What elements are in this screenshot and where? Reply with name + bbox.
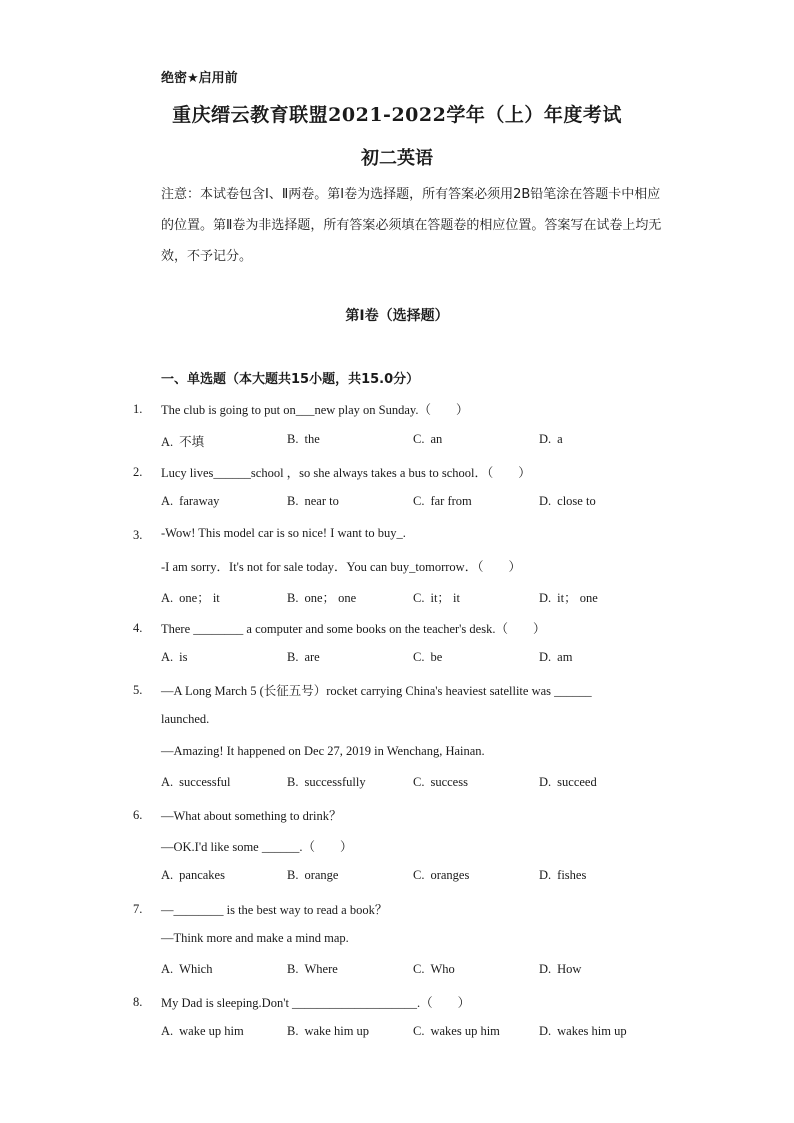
option-d: D. wakes him up [539, 1024, 627, 1038]
option-d: D. succeed [539, 775, 597, 789]
option-c: C. success [413, 775, 468, 789]
option-b: B. near to [287, 494, 339, 508]
option-a: A. faraway [161, 494, 220, 508]
option-c: C. an [413, 432, 443, 446]
question-text: —Amazing! It happened on Dec 27, 2019 in Wenchang, Hainan. [161, 744, 485, 758]
question-number: 3. [133, 528, 143, 542]
exam-subtitle: 初二英语 [361, 148, 433, 169]
option-c: C. far from [413, 494, 472, 508]
option-b: B. orange [287, 868, 339, 882]
question-number: 6. [133, 808, 143, 822]
part-title: 第Ⅰ卷（选择题） [345, 308, 449, 324]
section-title: 一、单选题（本大题共15小题，共15.0分） [161, 372, 420, 387]
exam-notice: 注意：本试卷包含Ⅰ、Ⅱ两卷。第Ⅰ卷为选择题，所有答案必须用2B铅笔涂在答题卡中相应的位置。第Ⅱ卷为非选择题，所有答案必须填在答题卷的相应位置。答案写在试卷上均无效，不予记分。 [161, 187, 662, 264]
option-b: B. the [287, 432, 320, 446]
option-c: C. wakes up him [413, 1024, 500, 1038]
question-text: —What about something to drink？ [161, 809, 342, 823]
question-number: 1. [133, 402, 143, 416]
question-number: 7. [133, 902, 143, 916]
question-number: 4. [133, 621, 143, 635]
option-b: B. Where [287, 962, 338, 976]
question-text: —OK.I'd like some ______.（ ） [161, 840, 353, 854]
option-d: D. How [539, 962, 582, 976]
option-d: D. it； one [539, 591, 598, 605]
question-text: Lucy lives______school ，so she always takes a bus to school．（ ） [161, 466, 531, 480]
option-a: A. wake up him [161, 1024, 244, 1038]
exam-title: 重庆缙云教育联盟2021-2022学年（上）年度考试 [172, 104, 622, 126]
option-a: A. one； it [161, 591, 220, 605]
option-d: D. close to [539, 494, 596, 508]
question-text: —Think more and make a mind map. [161, 931, 349, 945]
option-a: A. 不填 [161, 435, 205, 449]
option-c: C. it； it [413, 591, 460, 605]
option-b: B. are [287, 650, 320, 664]
question-text: -Wow! This model car is so nice! I want to buy_. [161, 526, 406, 540]
option-a: A. successful [161, 775, 231, 789]
option-a: A. Which [161, 962, 213, 976]
question-text: There ________ a computer and some books on the teacher's desk.（ ） [161, 622, 546, 636]
question-number: 5. [133, 683, 143, 697]
question-number: 8. [133, 995, 143, 1009]
question-text: The club is going to put on___new play on Sunday.（ ） [161, 403, 469, 417]
confidential-label: 绝密★启用前 [161, 71, 238, 86]
option-d: D. a [539, 432, 563, 446]
option-b: B. one； one [287, 591, 357, 605]
option-b: B. successfully [287, 775, 366, 789]
question-text: -I am sorry．It's not for sale today．You can buy_tomorrow．（ ） [161, 560, 521, 574]
question-text: launched. [161, 712, 210, 726]
option-b: B. wake him up [287, 1024, 370, 1038]
question-text: —A Long March 5 (长征五号）rocket carrying China's heaviest satellite was ______ [161, 684, 592, 698]
option-c: C. Who [413, 962, 455, 976]
option-d: D. fishes [539, 868, 587, 882]
option-a: A. is [161, 650, 188, 664]
question-number: 2. [133, 465, 143, 479]
option-c: C. oranges [413, 868, 470, 882]
option-d: D. am [539, 650, 573, 664]
question-text: —________ is the best way to read a book？ [161, 903, 388, 917]
option-a: A. pancakes [161, 868, 225, 882]
question-text: My Dad is sleeping.Don't ____________________.（ ） [161, 996, 471, 1010]
option-c: C. be [413, 650, 443, 664]
